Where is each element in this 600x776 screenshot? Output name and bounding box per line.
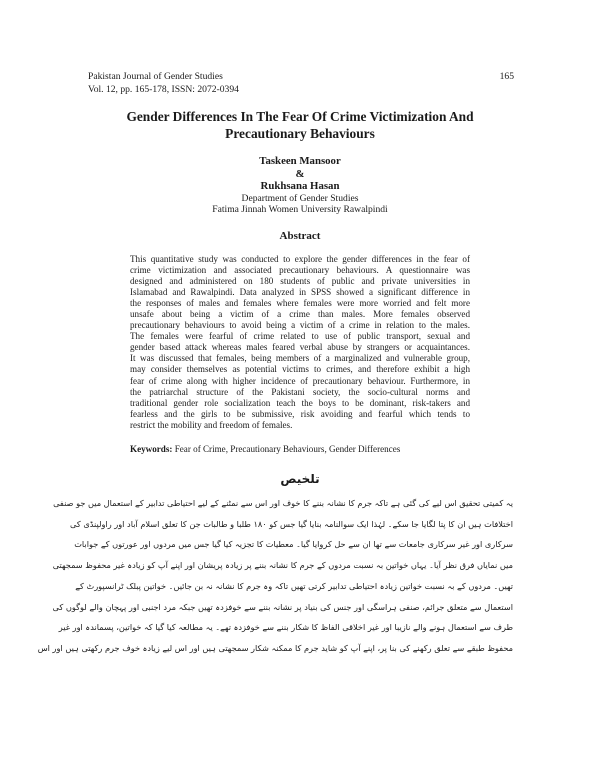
author-university: Fatima Jinnah Women University Rawalpindi	[212, 204, 388, 215]
abstract-body	[130, 254, 470, 431]
urdu-line: سرکاری اور غیر سرکاری جامعات سے تھا ان سے حل کروایا گیا۔ معطیات کا تجزیہ کیا گیا جس میں مردوں اور عورتوں کے جوابات	[74, 539, 513, 550]
paper-title-line-1: Gender Differences In The Fear Of Crime Victimization And	[126, 109, 474, 124]
journal-volume: Vol. 12, pp. 165-178, ISSN: 2072-0394	[88, 83, 239, 95]
abstract-line: precautionary behaviours to avoid being a victim of a crime in relation to the males.	[130, 320, 470, 331]
abstract-line: traditional gender role socialization teach the boys to be dominant, risk-takers and	[130, 397, 470, 408]
urdu-abstract-body	[37, 493, 513, 659]
journal-name: Pakistan Journal of Gender Studies	[88, 71, 223, 82]
abstract-line: gender based attack whereas males feared verbal abuse by strangers or acquaintances.	[130, 342, 470, 353]
author-1: Taskeen Mansoor	[259, 155, 341, 167]
urdu-line: استعمال سے متعلق جرائم، صنفی ہراسگی اور جنس کی بنیاد پر نشانہ بننے سے خوفزدہ تھیں جبکہ مرد اجنبی اور پہچان والے لوگوں کی	[52, 601, 513, 612]
urdu-line: تھیں۔ مردوں کے بہ نسبت خواتین زیادہ احتیاطی تدابیر کرتی تھیں تاکہ وہ جرم کا نشانہ نہ بن جائیں۔ خواتین پبلک ٹرانسپورٹ کے	[75, 580, 513, 591]
page-number: 165	[499, 71, 514, 82]
abstract-line: restrict the mobility and freedom of females.	[130, 419, 293, 430]
abstract-line: fearless and the girls to be submissive, risk avoiding and fearful which tends to	[130, 408, 470, 419]
abstract-line: The females were fearful of crime related to use of public transport, sexual and	[130, 331, 470, 342]
abstract-line: This quantitative study was conducted to explore the gender differences in the fear of	[130, 254, 470, 264]
author-block	[120, 155, 480, 216]
running-header	[88, 71, 239, 96]
urdu-line: یہ کمیتی تحقیق اس لیے کی گئی ہے تاکہ جرم کا نشانہ بننے کا خوف اور اس سے نمٹنے کے لیے احتیاطی تدابیر کے استعمال میں جو صنفی	[53, 498, 513, 508]
abstract-line: may consider themselves as potential victims to crimes, and therefore exhibit a high	[130, 364, 470, 375]
keywords-label: Keywords:	[130, 444, 173, 454]
keywords	[130, 444, 490, 454]
abstract-line: fear of crime along with higher incidence of precautionary behaviour. Furthermore, in	[130, 375, 470, 386]
abstract-line: crime victimization and associated precautionary behaviours. A questionnaire was	[130, 265, 470, 276]
urdu-line: طرف سے استعمال ہونے والے نازیبا اور غیر اخلاقی الفاظ کا شکار بننے سے خوفزدہ تھے۔ یہ مطالعہ کیا گیا کہ خواتین، پسماندہ اور غیر	[58, 622, 513, 633]
urdu-line: اختلافات ہیں ان کا پتا لگایا جا سکے۔ لہٰذا ایک سوالنامہ بنایا گیا جس کو ۱۸۰ طلبا و طالبات جن کا تعلق اسلام آباد اور راولپنڈی کی	[70, 518, 513, 529]
urdu-line: محفوظ طبقے سے تعلق رکھنے کی بنا پر، اپنے آپ کو شاید جرم کا ممکنہ شکار سمجھتی ہیں اور اس لیے زیادہ خوف جرم رکھتی ہیں اور اس	[37, 642, 513, 653]
abstract-line: Islamabad and Rawalpindi. Data analyzed in SPSS showed a significant difference in	[130, 287, 470, 298]
author-2: Rukhsana Hasan	[260, 180, 340, 192]
abstract-line: the responses of males and females where females were more worried and felt more	[130, 298, 470, 309]
author-department: Department of Gender Studies	[241, 192, 359, 204]
keywords-text: Fear of Crime, Precautionary Behaviours, Gender Differences	[172, 444, 401, 454]
paper-title	[70, 108, 530, 142]
abstract-heading: Abstract	[279, 230, 321, 242]
abstract-line: the patriarchal structure of the Pakistani society, the socio-cultural norms and	[130, 386, 470, 397]
paper-title-line-2: Precautionary Behaviours	[225, 126, 375, 141]
urdu-line: میں نمایاں فرق نظر آیا۔ یہاں خواتین بہ نسبت مردوں کے جرم کا نشانہ بننے پر زیادہ پریشان اور اپنے آپ کو زیادہ غیر محفوظ سمجھتی	[52, 560, 513, 571]
author-separator: &	[295, 167, 305, 180]
abstract-line: unsafe about being a victim of a crime than males. More females observed	[130, 309, 470, 320]
urdu-abstract-heading: تلخیص	[280, 472, 320, 486]
abstract-line: designed and administered on 180 students of public and private universities in	[130, 276, 470, 287]
abstract-line: It was discussed that females, being members of a marginalized and vulnerable group,	[130, 353, 470, 364]
